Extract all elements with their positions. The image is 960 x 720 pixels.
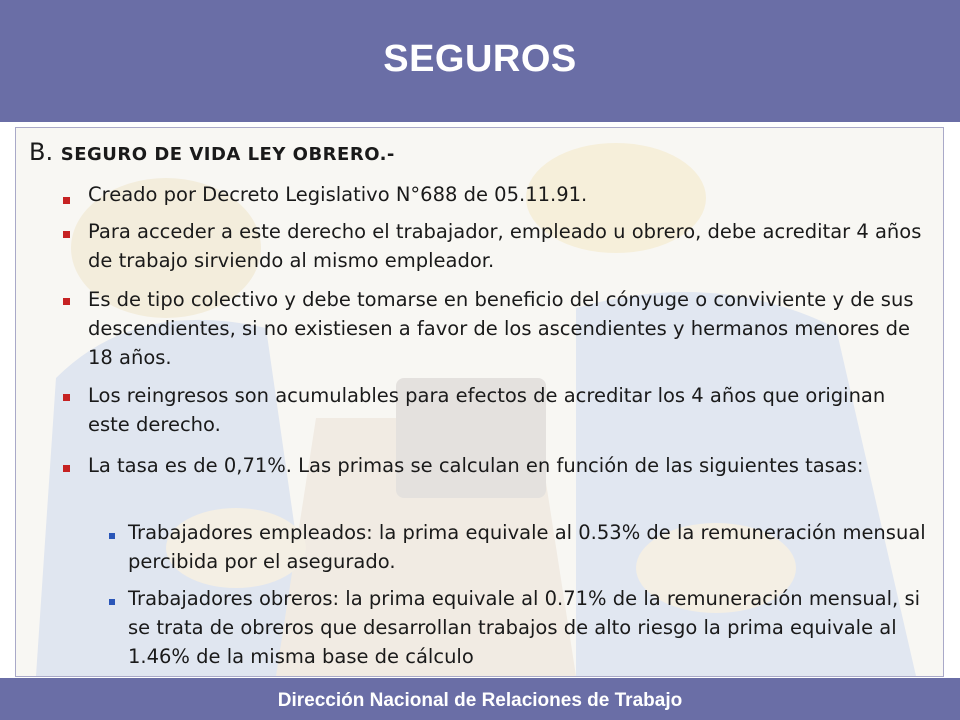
footer-bar [0,678,960,720]
bullet-marker-icon [63,394,70,401]
list-item: Creado por Decreto Legislativo N°688 de 05.11.91. [88,183,588,206]
bullet-marker-icon [63,465,70,472]
list-item: Es de tipo colectivo y debe tomarse en beneficio del cónyuge o conviviente y de sus descendientes, si no existiesen a favor de los ascendientes y hermanos menores de 18 años. [88,288,914,369]
footer-text: Dirección Nacional de Relaciones de Trabajo [277,690,683,711]
content-panel [15,127,944,677]
list-item: Los reingresos son acumulables para efectos de acreditar los 4 años que originan este derecho. [88,384,886,436]
sub-bullet-marker-icon [109,599,115,605]
sub-list-item: Trabajadores empleados: la prima equivale al 0.53% de la remuneración mensual percibida por el asegurado. [128,521,926,573]
bullet-marker-icon [63,231,70,238]
slide-title: SEGUROS [383,38,577,80]
list-item: La tasa es de 0,71%. Las primas se calculan en función de las siguientes tasas: [88,454,864,477]
header-bar [0,0,960,122]
sub-list-item: Trabajadores obreros: la prima equivale al 0.71% de la remuneración mensual, si se trata de obreros que desarrollan trabajos de alto riesgo la prima equivale al 1.46% de la misma base de cálculo [128,587,921,668]
list-item: Para acceder a este derecho el trabajador, empleado u obrero, debe acreditar 4 años de trabajo sirviendo al mismo empleador. [88,220,922,272]
section-letter: B. [29,138,54,166]
bullet-marker-icon [63,197,70,204]
sub-bullet-marker-icon [109,533,115,539]
section-heading [29,138,395,166]
section-title: SEGURO DE VIDA LEY OBRERO.- [60,144,395,165]
bullet-marker-icon [63,298,70,305]
